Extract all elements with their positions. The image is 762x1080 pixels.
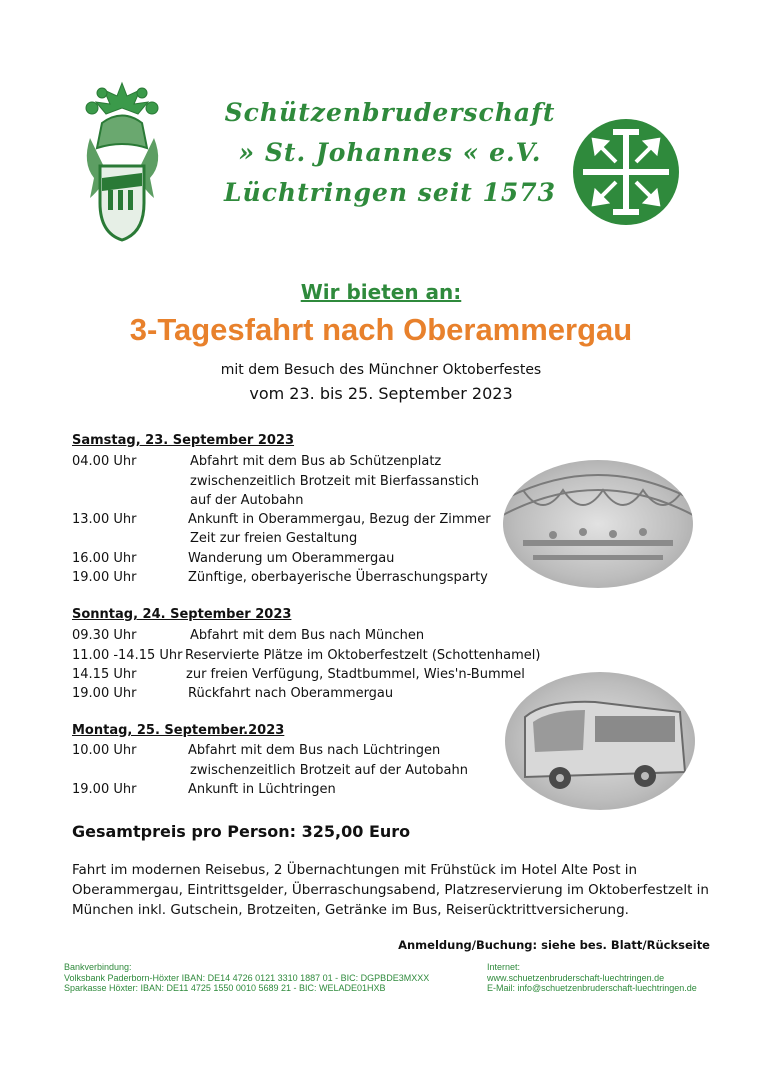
- schedule-time: 13.00 Uhr: [72, 512, 137, 527]
- cross-emblem-icon: [572, 118, 680, 226]
- trip-title: 3-Tagesfahrt nach Oberammergau: [129, 312, 633, 347]
- schedule-time: 16.00 Uhr: [72, 551, 137, 566]
- schedule-text: zwischenzeitlich Brotzeit mit Bierfassanstich: [190, 474, 479, 489]
- email-link[interactable]: E-Mail: info@schuetzenbruderschaft-luechtringen.de: [487, 983, 697, 993]
- beer-tent-illustration-icon: [503, 460, 693, 588]
- coat-of-arms-icon: [72, 78, 172, 248]
- day-heading: Montag, 25. September.2023: [72, 723, 285, 738]
- org-name-line3: Lüchtringen seit 1573: [223, 178, 557, 207]
- schedule-time: 09.30 Uhr: [72, 628, 137, 643]
- schedule-text: Zünftige, oberbayerische Überraschungsparty: [188, 570, 488, 585]
- schedule-text: zur freien Verfügung, Stadtbummel, Wies'n-Bummel: [186, 667, 525, 682]
- schedule-time: 19.00 Uhr: [72, 570, 137, 585]
- internet-label: Internet:: [487, 962, 521, 972]
- bank-info: [64, 962, 429, 994]
- schedule-text: Zeit zur freien Gestaltung: [190, 531, 358, 546]
- schedule-text: Rückfahrt nach Oberammergau: [188, 686, 394, 701]
- schedule-text: Ankunft in Oberammergau, Bezug der Zimmer: [188, 512, 491, 527]
- bus-illustration-icon: [505, 672, 695, 810]
- bank-label: Bankverbindung:: [64, 962, 132, 972]
- trip-subtitle: mit dem Besuch des Münchner Oktoberfestes: [220, 362, 542, 378]
- schedule-time: 19.00 Uhr: [72, 782, 137, 797]
- trip-description: Fahrt im modernen Reisebus, 2 Übernachtungen mit Frühstück im Hotel Alte Post in Oberammergau, Eintrittsgelder, Überraschungsabend, Platzreservierung im Oktoberfestzelt in München inkl. Gutschein, Brotzeiten, Getränke im Bus, Reiserücktrittversicherung.: [72, 862, 709, 918]
- schedule-time: 11.00 -14.15 Uhr: [72, 648, 183, 663]
- schedule-text: Reservierte Plätze im Oktoberfestzelt (Schottenhamel): [185, 648, 541, 663]
- bank-line-sparkasse: Sparkasse Höxter: IBAN: DE11 4725 1550 0010 5689 21 - BIC: WELADE01HXB: [64, 983, 386, 993]
- bus-photo: [505, 672, 695, 810]
- schedule-text: Abfahrt mit dem Bus ab Schützenplatz: [190, 454, 442, 469]
- bank-line-volksbank: Volksbank Paderborn-Höxter IBAN: DE14 4726 0121 3310 1887 01 - BIC: DGPBDE3MXXX: [64, 972, 430, 983]
- schedule-time: 14.15 Uhr: [72, 667, 137, 682]
- schedule-text: Abfahrt mit dem Bus nach Lüchtringen: [188, 743, 441, 758]
- org-name-line1: Schützenbruderschaft: [224, 98, 556, 127]
- schedule-time: 19.00 Uhr: [72, 686, 137, 701]
- beer-tent-photo: [503, 460, 693, 588]
- trip-dates: vom 23. bis 25. September 2023: [249, 384, 513, 403]
- day-heading: Samstag, 23. September 2023: [72, 433, 295, 448]
- website-link[interactable]: www.schuetzenbruderschaft-luechtringen.de: [487, 972, 665, 983]
- schedule-time: 04.00 Uhr: [72, 454, 137, 469]
- offer-intro: Wir bieten an:: [300, 280, 462, 304]
- schedule-text: Abfahrt mit dem Bus nach München: [190, 628, 425, 643]
- contact-info: [487, 962, 697, 994]
- org-name-line2: » St. Johannes « e.V.: [238, 138, 542, 167]
- schedule-time: 10.00 Uhr: [72, 743, 137, 758]
- schedule-text: auf der Autobahn: [190, 493, 304, 508]
- day-heading: Sonntag, 24. September 2023: [72, 607, 292, 622]
- total-price: Gesamtpreis pro Person: 325,00 Euro: [72, 822, 411, 841]
- schedule-text: zwischenzeitlich Brotzeit auf der Autobahn: [190, 763, 468, 778]
- schedule-text: Ankunft in Lüchtringen: [188, 782, 336, 797]
- booking-note: Anmeldung/Buchung: siehe bes. Blatt/Rückseite: [398, 938, 710, 952]
- schedule-text: Wanderung um Oberammergau: [188, 551, 395, 566]
